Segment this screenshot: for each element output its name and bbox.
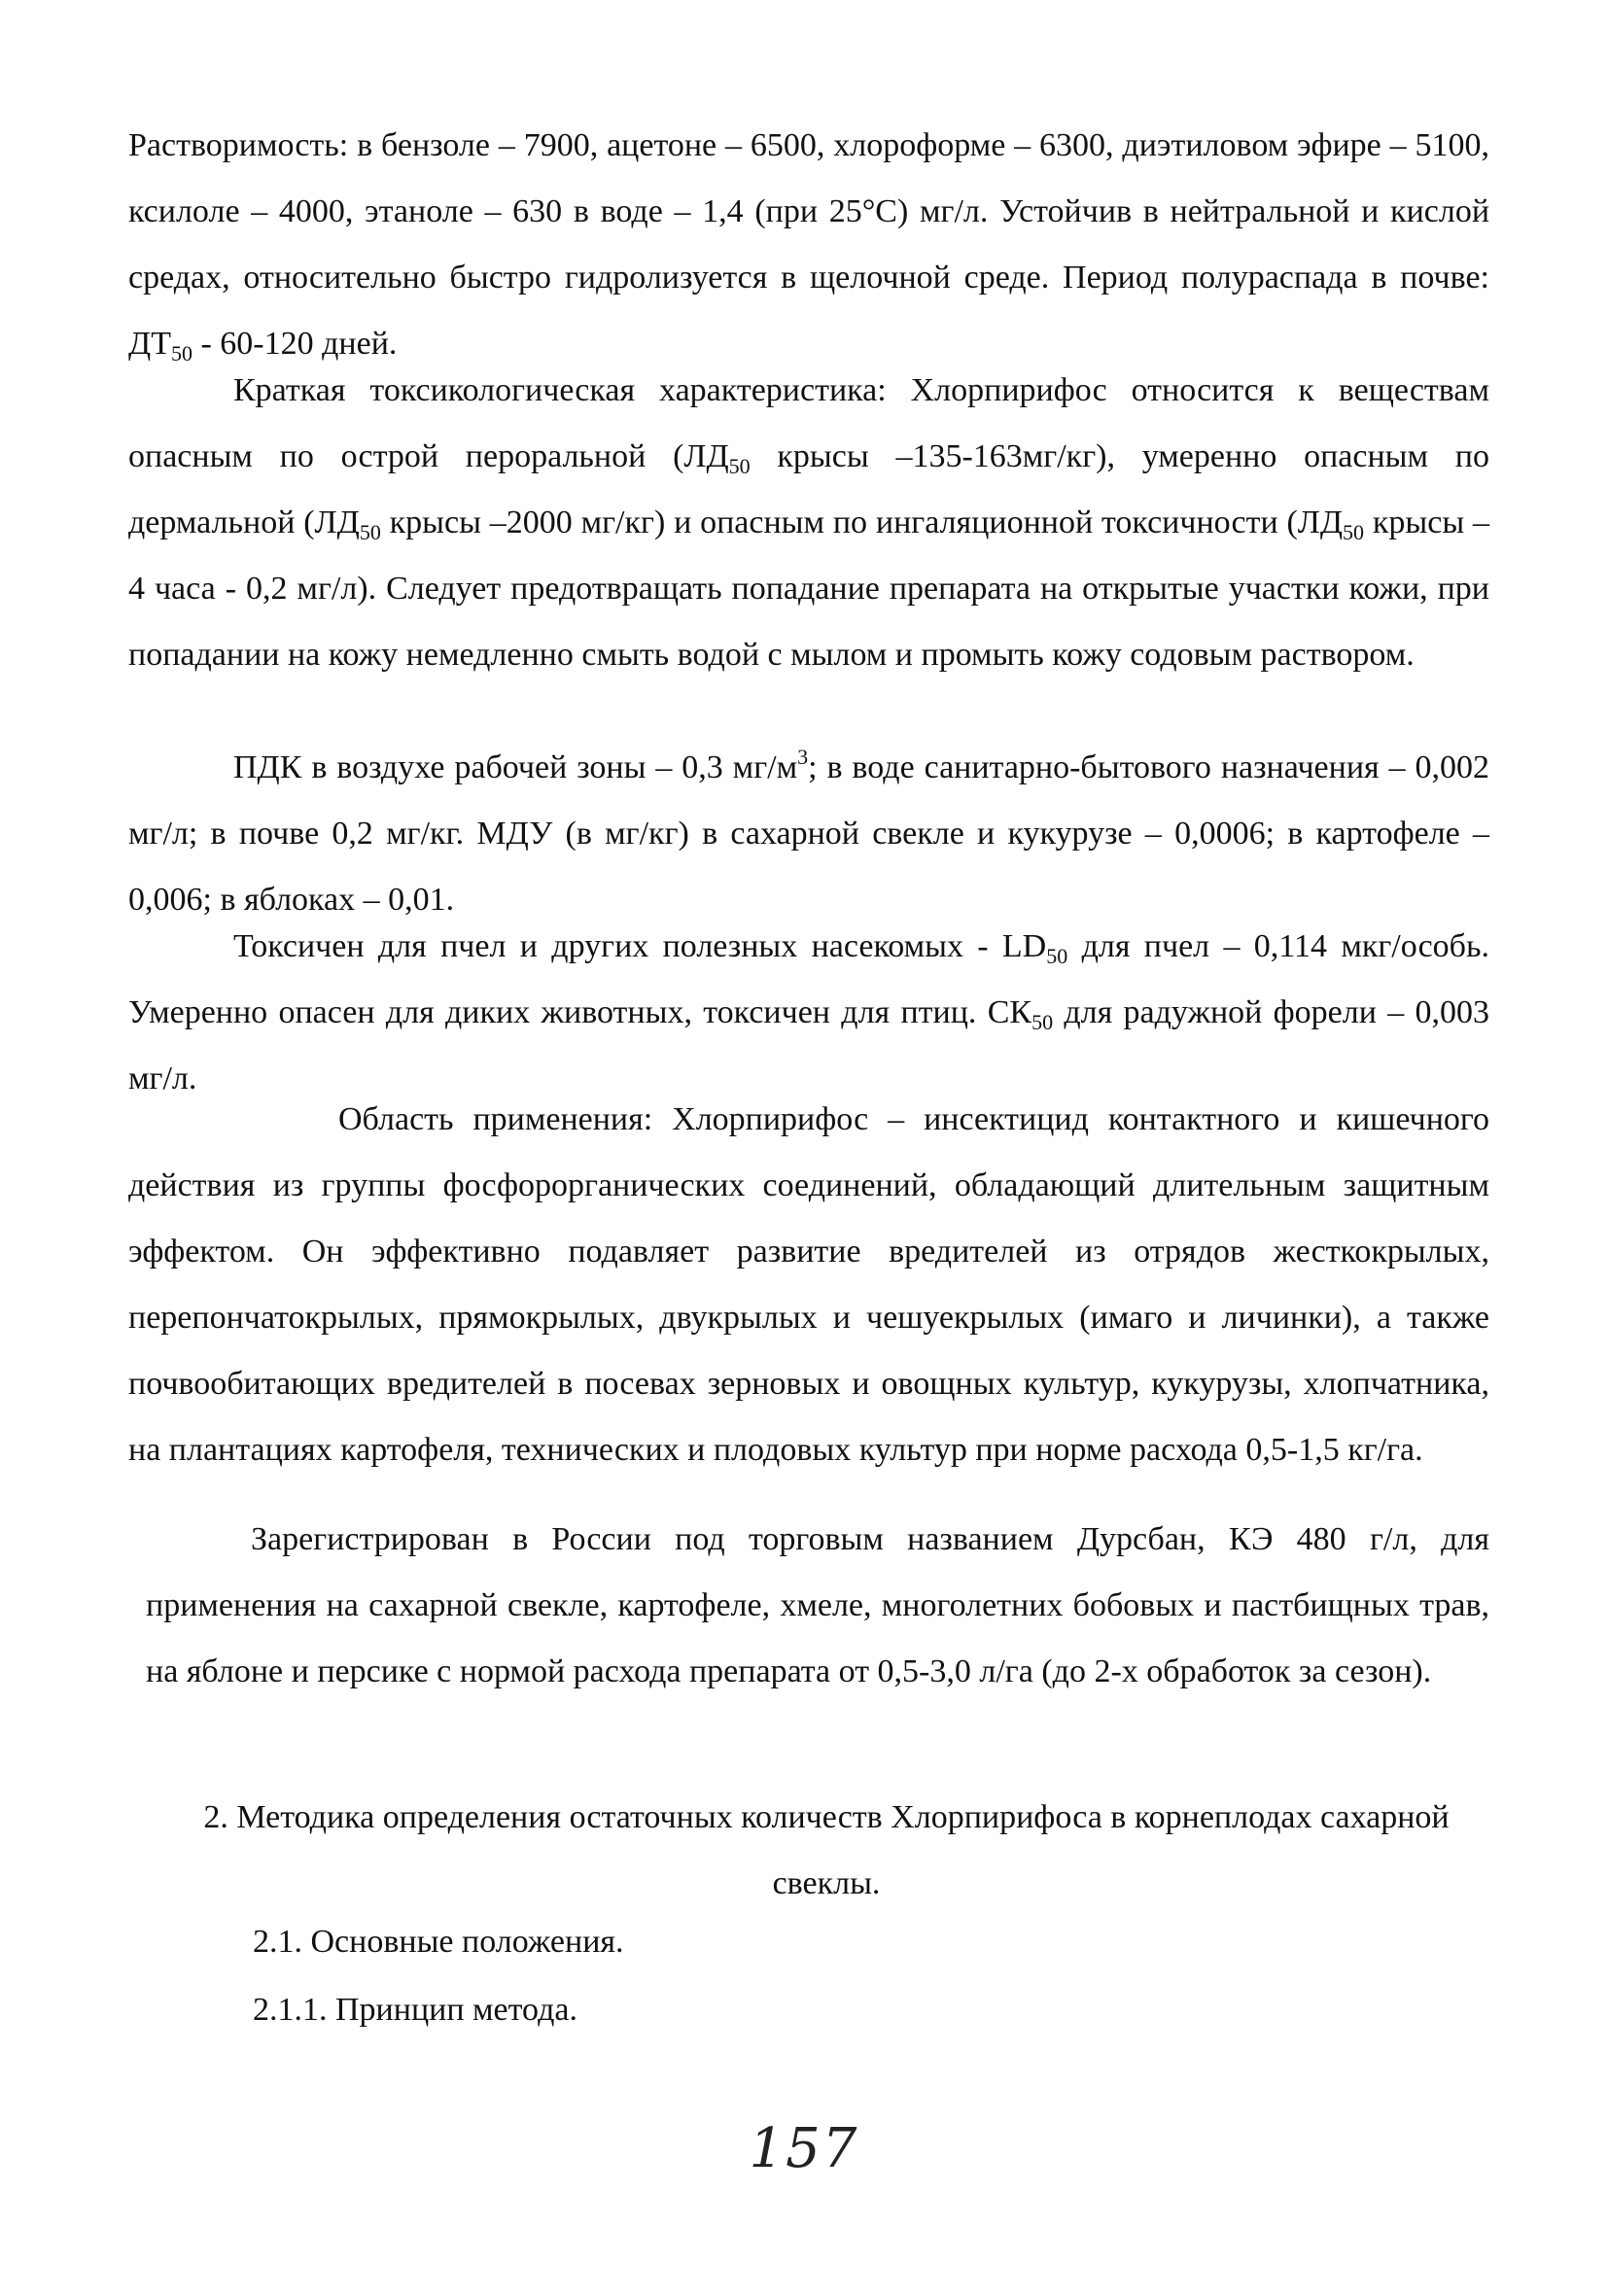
- paragraph-usage: Область применения: Хлорпирифос – инсектицид контактного и кишечного действия из группы фосфорорганических соединений, обладающий длительным защитным эффектом. Он эффективно подавляет развитие вредителей из отрядов жесткокрылых, перепончатокрылых, прямокрылых, двукрылых и чешуекрылых (имаго и личинки), а также почвообитающих вредителей в посевах зерновых и овощных культур, кукурузы, хлопчатника, на плантациях картофеля, технических и плодовых культур при норме расхода 0,5-1,5 кг/га.: [128, 1101, 1489, 1468]
- paragraph-toxicology: Краткая токсикологическая характеристика: Хлорпирифос относится к веществам опасным по острой пероральной ($ЛД_{50}$ крысы –135-163мг/кг), умеренно опасным по дермальной ($ЛД_{50}$ крысы –2000 мг/кг) и опасным по ингаляционной токсичности ($ЛД_{50}$ крысы – 4 часа - 0,2 мг/л). Следует предотвращать попадание препарата на открытые участки кожи, при попадании на кожу немедленно смыть водой с мылом и промыть кожу содовым раствором.: [128, 372, 1489, 673]
- section-heading: 2. Методика определения остаточных количеств Хлорпирифоса в корнеплодах сахарной свеклы.: [203, 1799, 1450, 1901]
- paragraph-bees: Токсичен для пчел и других полезных насекомых - $LD_{50}$ для пчел – 0,114 мкг/особь. Умеренно опасен для диких животных, токсичен для птиц. $СК_{50}$ для радужной форели – 0,003 мг/л.: [128, 928, 1489, 1096]
- subsection-2-1: 2.1. Основные положения.: [253, 1924, 624, 1960]
- stability-text: Устойчив в нейтральной и кислой средах, относительно быстро гидролизуется в щелочной среде. Период полураспада в почве: $ДТ_{50} - 60-120$ дней.: [128, 193, 1490, 365]
- paragraph-solubility: [128, 113, 1489, 377]
- paragraph-pdk: ПДК в воздухе рабочей зоны – 0,3 $мг/м^3$; в воде санитарно-бытового назначения – 0,002 мг/л; в почве 0,2 мг/кг. МДУ (в мг/кг) в сахарной свекле и кукурузе – 0,0006; в картофеле – 0,006; в яблоках – 0,01.: [128, 745, 1489, 918]
- page-number: 157: [749, 2117, 859, 2180]
- paragraph-registration: Зарегистрирован в России под торговым названием Дурсбан, КЭ 480 г/л, для применения на сахарной свекле, картофеле, хмеле, многолетних бобовых и пастбищных трав, на яблоне и персике с нормой расхода препарата от 0,5-3,0 л/га (до 2-х обработок за сезон).: [146, 1521, 1489, 1689]
- subsection-2-1-1: 2.1.1. Принцип метода.: [253, 1992, 577, 2028]
- solubility-text: Растворимость: в бензоле – 7900, ацетоне – 6500, хлороформе – 6300, диэтиловом эфире – 5100, ксилоле – 4000, этаноле – 630 в воде – 1,4 (при 25°С) мг/л.: [128, 127, 1489, 229]
